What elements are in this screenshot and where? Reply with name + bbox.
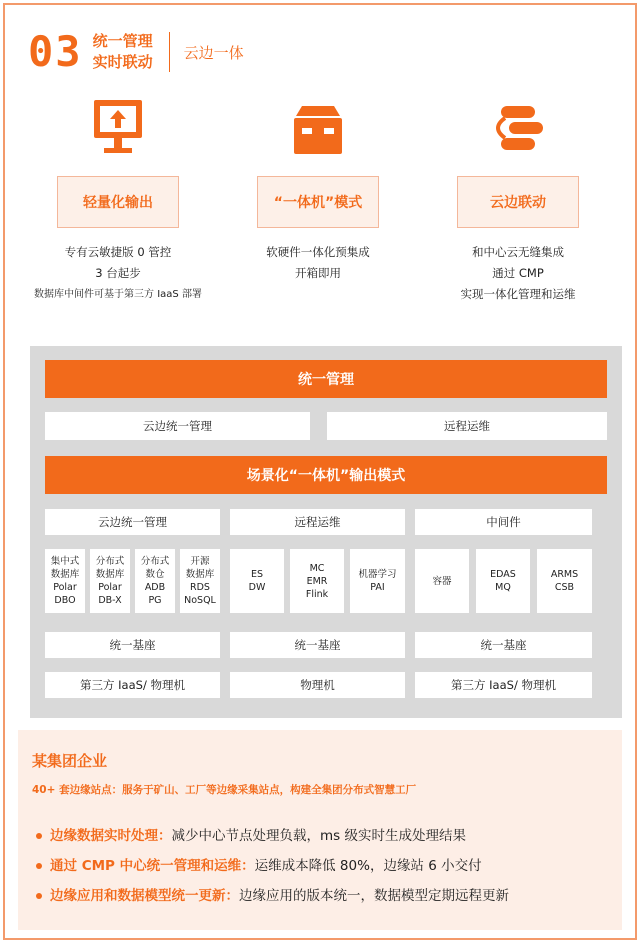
product-cell: 开源 数据库 RDS NoSQL — [180, 549, 220, 613]
feature-desc-line: 软硬件一体化预集成 — [266, 245, 370, 259]
section-number: 03 — [28, 27, 83, 76]
architecture-panel — [30, 346, 622, 718]
section-title-line1: 统一管理 — [92, 32, 153, 50]
feature-desc — [228, 242, 408, 284]
bullet-dot — [36, 833, 42, 839]
feature-desc-line: 通过 CMP — [492, 266, 544, 280]
section-title — [93, 31, 153, 73]
case-subtitle: 40+ 套边缘站点：服务于矿山、工厂等边缘采集站点，构建全集团分布式智慧工厂 — [32, 784, 417, 796]
feature-title-box: 云边联动 — [457, 176, 579, 228]
bullet-emphasis: 边缘应用和数据模型统一更新： — [50, 888, 239, 904]
column-header: 中间件 — [415, 509, 592, 535]
feature-title-box: “一体机”模式 — [257, 176, 379, 228]
infra-cell: 第三方 IaaS/ 物理机 — [45, 672, 220, 698]
feature-desc — [428, 242, 608, 305]
top-row-cell: 远程运维 — [327, 412, 607, 440]
bullet-text: 减少中心节点处理负载，ms 级实时生成处理结果 — [171, 828, 466, 844]
case-bullet — [36, 824, 466, 844]
feature-desc-line: 开箱即用 — [295, 266, 341, 280]
feature-desc-line: 和中心云无缝集成 — [472, 245, 564, 259]
feature-title-box: 轻量化输出 — [57, 176, 179, 228]
unified-base-cell: 统一基座 — [45, 632, 220, 658]
feature-appliance — [228, 96, 408, 284]
bullet-dot — [36, 893, 42, 899]
unified-base-cell: 统一基座 — [230, 632, 405, 658]
header-divider — [169, 32, 170, 72]
section-title-line2: 实时联动 — [92, 53, 153, 71]
section-header — [28, 22, 244, 82]
feature-desc-line: 实现一体化管理和运维 — [460, 287, 576, 301]
column-header: 云边统一管理 — [45, 509, 220, 535]
case-study-panel — [18, 730, 622, 930]
unified-base-cell: 统一基座 — [415, 632, 592, 658]
feature-desc-line: 专有云敏捷版 0 管控 — [64, 245, 172, 259]
appliance-box-icon — [228, 96, 408, 158]
product-cell: EDAS MQ — [476, 549, 530, 613]
column-header: 远程运维 — [230, 509, 405, 535]
bullet-text: 运维成本降低 80%，边缘站 6 小交付 — [254, 858, 482, 874]
product-cell: 容器 — [415, 549, 469, 613]
bullet-emphasis: 边缘数据实时处理： — [50, 828, 172, 844]
case-bullet — [36, 854, 482, 874]
feature-lightweight — [28, 96, 208, 305]
infra-cell: 物理机 — [230, 672, 405, 698]
cloud-edge-link-icon — [428, 96, 608, 158]
case-bullet — [36, 884, 509, 904]
upload-monitor-icon — [28, 96, 208, 158]
appliance-mode-bar: 场景化“一体机”输出模式 — [45, 456, 607, 494]
feature-desc — [28, 242, 208, 305]
product-cell: MC EMR Flink — [290, 549, 344, 613]
top-row-cell: 云边统一管理 — [45, 412, 310, 440]
bullet-emphasis: 通过 CMP 中心统一管理和运维： — [50, 858, 255, 874]
product-cell: 集中式 数据库 Polar DBO — [45, 549, 85, 613]
product-cell: 分布式 数据库 Polar DB-X — [90, 549, 130, 613]
bullet-text: 边缘应用的版本统一，数据模型定期远程更新 — [239, 888, 509, 904]
feature-desc-line: 3 台起步 — [95, 266, 141, 280]
section-subtitle: 云边一体 — [183, 43, 244, 62]
infra-cell: 第三方 IaaS/ 物理机 — [415, 672, 592, 698]
feature-cloud-edge — [428, 96, 608, 305]
product-cell: ARMS CSB — [537, 549, 592, 613]
bullet-dot — [36, 863, 42, 869]
product-cell: 机器学习 PAI — [350, 549, 405, 613]
feature-desc-line: 数据库中间件可基于第三方 IaaS 部署 — [34, 289, 202, 300]
unified-management-bar: 统一管理 — [45, 360, 607, 398]
case-title: 某集团企业 — [32, 752, 108, 770]
product-cell: ES DW — [230, 549, 284, 613]
product-cell: 分布式 数仓 ADB PG — [135, 549, 175, 613]
